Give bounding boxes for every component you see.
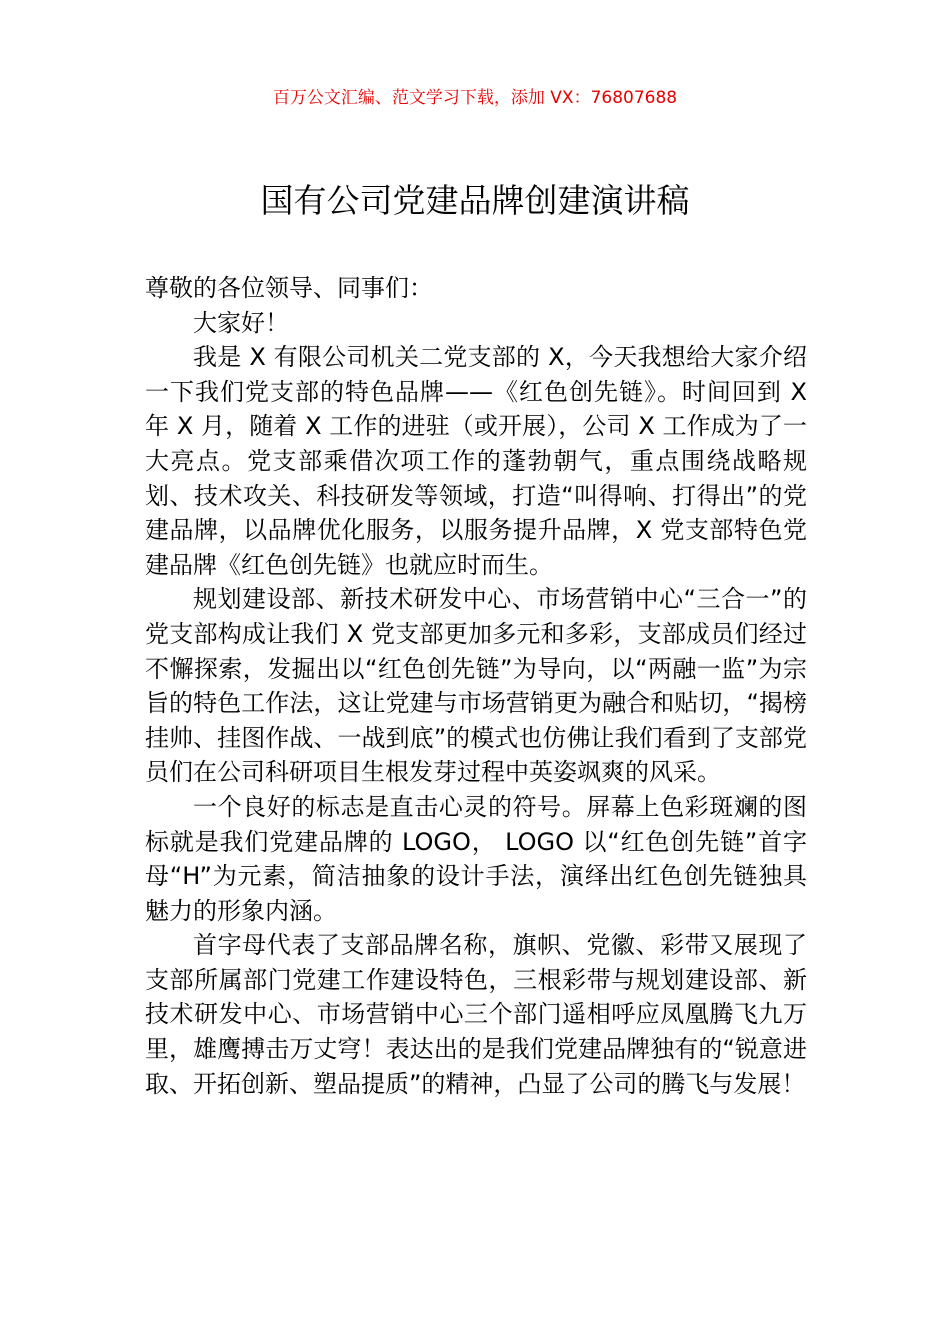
paragraph-logo-meaning: 首字母代表了支部品牌名称，旗帜、党徽、彩带又展现了支部所属部门党建工作建设特色，三根彩带与规划建设部、新技术研发中心、市场营销中心三个部门遥相呼应凤凰腾飞九万里，雄鹰搏击万丈穹！表达出的是我们党建品牌独有的“锐意进取、开拓创新、塑品提质”的精神，凸显了公司的腾飞与发展！ (145, 931, 807, 1098)
greeting: 大家好！ (193, 308, 289, 337)
paragraph-logo: 一个良好的标志是直击心灵的符号。屏幕上色彩斑斓的图标就是我们党建品牌的 LOGO， LOGO 以“红色创先链”首字母“H”为元素，简洁抽象的设计手法，演绎出红色创先链独具魅力的形象内涵。 (145, 792, 807, 925)
paragraph-branch-structure: 规划建设部、新技术研发中心、市场营销中心“三合一”的党支部构成让我们 X 党支部更加多元和多彩，支部成员们经过不懈探索，发掘出以“红色创先链”为导向，以“两融一监”为宗旨的特色工作法，这让党建与市场营销更为融合和贴切，“揭榜挂帅、挂图作战、一战到底”的模式也仿佛让我们看到了支部党员们在公司科研项目生根发芽过程中英姿飒爽的风采。 (145, 585, 807, 787)
document-body (145, 271, 807, 1101)
download-watermark-note: 百万公文汇编、范文学习下载，添加 VX：76807688 (272, 88, 678, 108)
paragraph-intro: 我是 X 有限公司机关二党支部的 X，今天我想给大家介绍一下我们党支部的特色品牌——《红色创先链》。时间回到 X 年 X 月，随着 X 工作的进驻（或开展），公司 X 工作成为了一大亮点。党支部乘借次项工作的蓬勃朝气，重点围绕战略规划、技术攻关、科技研发等领域，打造“叫得响、打得出”的党建品牌，以品牌优化服务，以服务提升品牌，X 党支部特色党建品牌《红色创先链》也就应时而生。 (145, 343, 807, 579)
salutation: 尊敬的各位领导、同事们： (145, 274, 433, 302)
document-title: 国有公司党建品牌创建演讲稿 (260, 181, 690, 220)
